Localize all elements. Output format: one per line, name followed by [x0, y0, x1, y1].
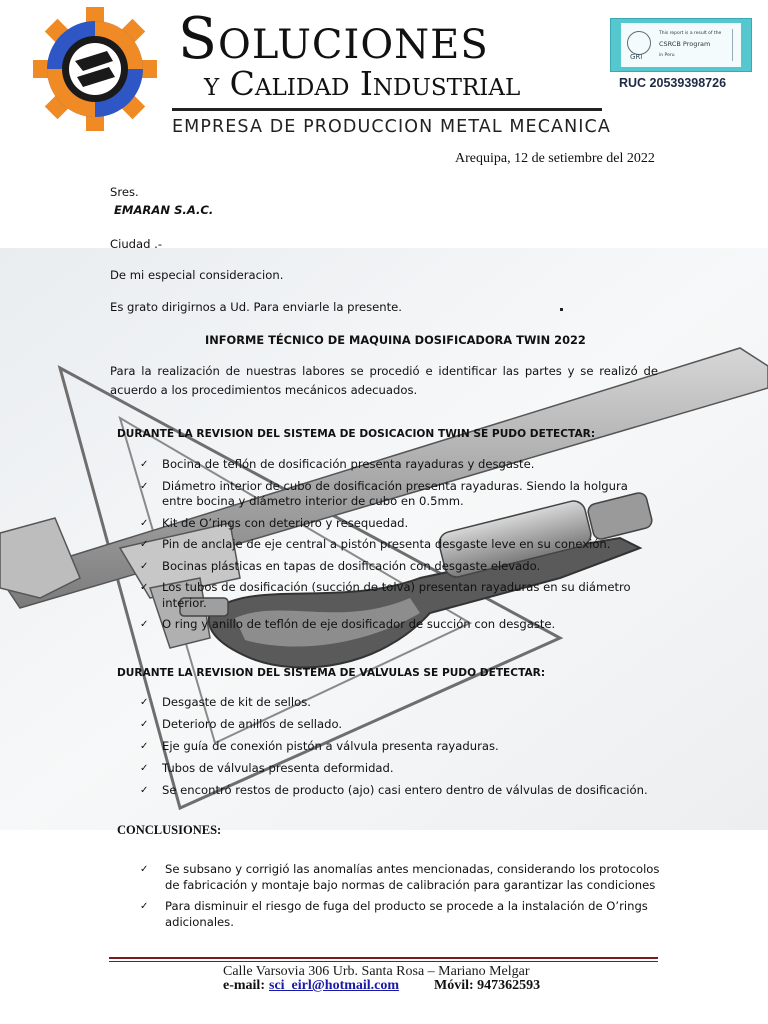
list-item: ✓ Bocinas plásticas en tapas de dosificación con desgaste elevado.	[140, 558, 541, 573]
list-item: ✓ O ring y anillo de teflón de eje dosificador de succión con desgaste.	[140, 617, 556, 631]
recipient: EMARAN S.A.C.	[114, 203, 214, 217]
checkmark-icon: ✓	[140, 741, 149, 752]
list-item: ✓ Deterioro de anillos de sellado.	[140, 717, 343, 731]
globe-icon	[627, 31, 651, 55]
gri-badge-line1: This report is a result of the	[659, 31, 722, 36]
company-tagline: EMPRESA DE PRODUCCION METAL MECANICA	[172, 117, 611, 137]
list-item: ✓ Desgaste de kit de sellos.	[140, 695, 311, 709]
dosing-findings-list	[140, 457, 660, 633]
header-divider	[172, 108, 602, 111]
checkmark-icon: ✓	[140, 719, 149, 730]
checkmark-icon: ✓	[140, 459, 149, 470]
checkmark-icon: ✓	[140, 901, 149, 912]
checkmark-icon: ✓	[140, 785, 149, 796]
checkmark-icon: ✓	[140, 763, 149, 774]
company-name: Soluciones	[178, 6, 489, 72]
intro-text: Es grato dirigirnos a Ud. Para enviarle la presente.	[110, 300, 402, 314]
gear-logo-icon	[32, 6, 158, 132]
footer-divider	[109, 957, 658, 959]
intro-paragraph: Para la realización de nuestras labores se procedió e identificar las partes y se realizó de acuerdo a los procedimientos mecánicos adecuados.	[110, 364, 658, 397]
company-subtitle: y Calidad Industrial	[204, 64, 521, 103]
list-item: ✓ Tubos de válvulas presenta deformidad.	[140, 761, 394, 775]
list-item: ✓ Kit de O’rings con deterioro y resequedad.	[140, 515, 409, 530]
ruc-number: RUC 20539398726	[619, 76, 727, 90]
list-item: ✓ Diámetro interior de cubo de dosificación presenta rayaduras. Siendo la holgura entre bocina y diámetro interior de cubo en 0.5mm.	[140, 478, 628, 508]
list-item: ✓ Eje guía de conexión pistón a válvula presenta rayaduras.	[140, 739, 499, 753]
checkmark-icon: ✓	[140, 697, 149, 708]
list-item: ✓ Pin de anclaje de eje central a pistón presenta desgaste leve en su conexión.	[140, 537, 611, 551]
gri-badge-divider	[732, 29, 733, 61]
gri-badge-program: CSRCB Program	[659, 40, 711, 48]
gri-badge-panel	[621, 23, 741, 67]
report-title: INFORME TÉCNICO DE MAQUINA DOSIFICADORA TWIN 2022	[205, 333, 586, 347]
checkmark-icon: ✓	[140, 480, 149, 492]
city-line: Ciudad .-	[110, 237, 163, 251]
conclusions-list	[140, 862, 660, 930]
footer-address: Calle Varsovia 306 Urb. Santa Rosa – Mariano Melgar	[223, 964, 530, 979]
checkmark-icon: ✓	[140, 517, 149, 529]
dosing-section-title: DURANTE LA REVISION DEL SISTEMA DE DOSICACION TWIN SE PUDO DETECTAR:	[117, 428, 596, 440]
gri-badge	[610, 18, 752, 72]
footer-email-link[interactable]: sci_eirl@hotmail.com	[269, 978, 400, 993]
stray-dot	[560, 308, 563, 311]
list-item: ✓ Para disminuir el riesgo de fuga del producto se procede a la instalación de O’rings adicionales.	[140, 899, 648, 929]
footer-email-label: e-mail:	[223, 978, 265, 993]
checkmark-icon: ✓	[140, 864, 149, 875]
checkmark-icon: ✓	[140, 582, 149, 593]
checkmark-icon: ✓	[140, 619, 149, 630]
gri-badge-country: in Peru	[659, 53, 675, 58]
greeting: De mi especial consideracion.	[110, 268, 284, 282]
list-item: ✓ Bocina de teflón de dosificación presenta rayaduras y desgaste.	[140, 457, 535, 471]
footer-divider-thin	[109, 961, 658, 962]
list-item: ✓ Se encontró restos de producto (ajo) casi entero dentro de válvulas de dosificación.	[140, 783, 648, 797]
gri-badge-label: GRI	[630, 53, 643, 61]
checkmark-icon: ✓	[140, 539, 149, 550]
valves-section-title: DURANTE LA REVISION DEL SISTEMA DE VALVULAS SE PUDO DETECTAR:	[117, 667, 546, 679]
list-item: ✓ Se subsano y corrigió las anomalías antes mencionadas, considerando los protocolos de fabricación y montaje bajo normas de calibración para garantizar las condiciones	[140, 862, 660, 892]
footer-mobile: Móvil: 947362593	[434, 978, 541, 993]
salutation: Sres.	[110, 185, 139, 199]
valves-findings-list	[140, 695, 660, 799]
list-item: ✓ Los tubos de dosificación (succión de tolva) presentan rayaduras en su diámetro interior.	[140, 580, 631, 610]
checkmark-icon: ✓	[140, 560, 149, 572]
letter-date: Arequipa, 12 de setiembre del 2022	[455, 151, 655, 166]
conclusions-title: CONCLUSIONES:	[117, 823, 222, 837]
